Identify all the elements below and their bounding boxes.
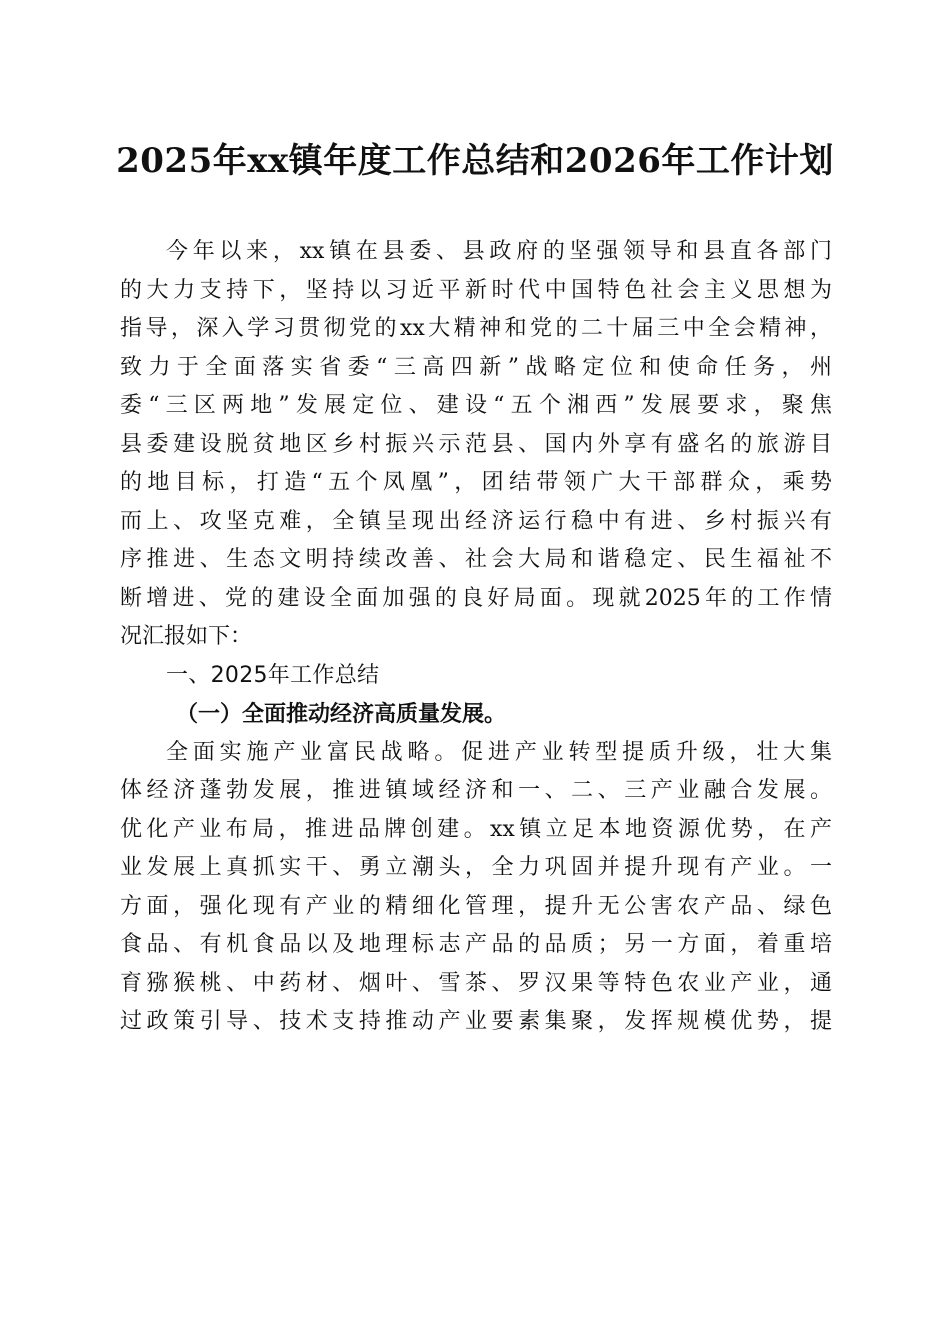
intro-line: 指导，深入学习贯彻党的xx大精神和党的二十届三中全会精神，	[120, 316, 832, 341]
body-line: 食品、有机食品以及地理标志产品的品质；另一方面，着重培	[120, 932, 832, 957]
intro-line: 致力于全面落实省委“三高四新”战略定位和使命任务，州	[120, 354, 832, 380]
section-heading: 一、2025年工作总结	[166, 662, 380, 688]
body-line: 全面实施产业富民战略。促进产业转型提质升级，壮大集	[166, 739, 832, 765]
subsection-heading: （一）全面推动经济高质量发展。	[176, 701, 507, 727]
intro-line: 县委建设脱贫地区乡村振兴示范县、国内外享有盛名的旅游目	[120, 431, 832, 457]
body-line: 优化产业布局，推进品牌创建。xx镇立足本地资源优势，在产	[120, 816, 832, 842]
document-body	[120, 233, 832, 1042]
body-line: 方面，强化现有产业的精细化管理，提升无公害农产品、绿色	[120, 893, 832, 919]
body-line: 体经济蓬勃发展，推进镇域经济和一、二、三产业融合发展。	[120, 778, 832, 803]
intro-line: 断增进、党的建设全面加强的良好局面。现就2025年的工作情	[120, 585, 832, 611]
intro-line: 况汇报如下：	[120, 624, 253, 649]
intro-line: 委“三区两地”发展定位、建设“五个湘西”发展要求，聚焦	[120, 393, 832, 418]
body-line: 业发展上真抓实干、勇立潮头，全力巩固并提升现有产业。一	[120, 855, 832, 880]
document-title: 2025年xx镇年度工作总结和2026年工作计划	[116, 141, 834, 181]
intro-line: 序推进、生态文明持续改善、社会大局和谐稳定、民生福祉不	[120, 547, 832, 572]
intro-line: 而上、攻坚克难，全镇呈现出经济运行稳中有进、乡村振兴有	[120, 508, 832, 534]
intro-line: 的地目标，打造“五个凤凰”，团结带领广大干部群众，乘势	[120, 470, 832, 495]
body-line: 育猕猴桃、中药材、烟叶、雪茶、罗汉果等特色农业产业，通	[120, 970, 832, 996]
intro-line: 的大力支持下，坚持以习近平新时代中国特色社会主义思想为	[120, 277, 832, 303]
intro-line: 今年以来，xx镇在县委、县政府的坚强领导和县直各部门	[166, 239, 832, 264]
body-line: 过政策引导、技术支持推动产业要素集聚，发挥规模优势，提	[120, 1009, 832, 1034]
